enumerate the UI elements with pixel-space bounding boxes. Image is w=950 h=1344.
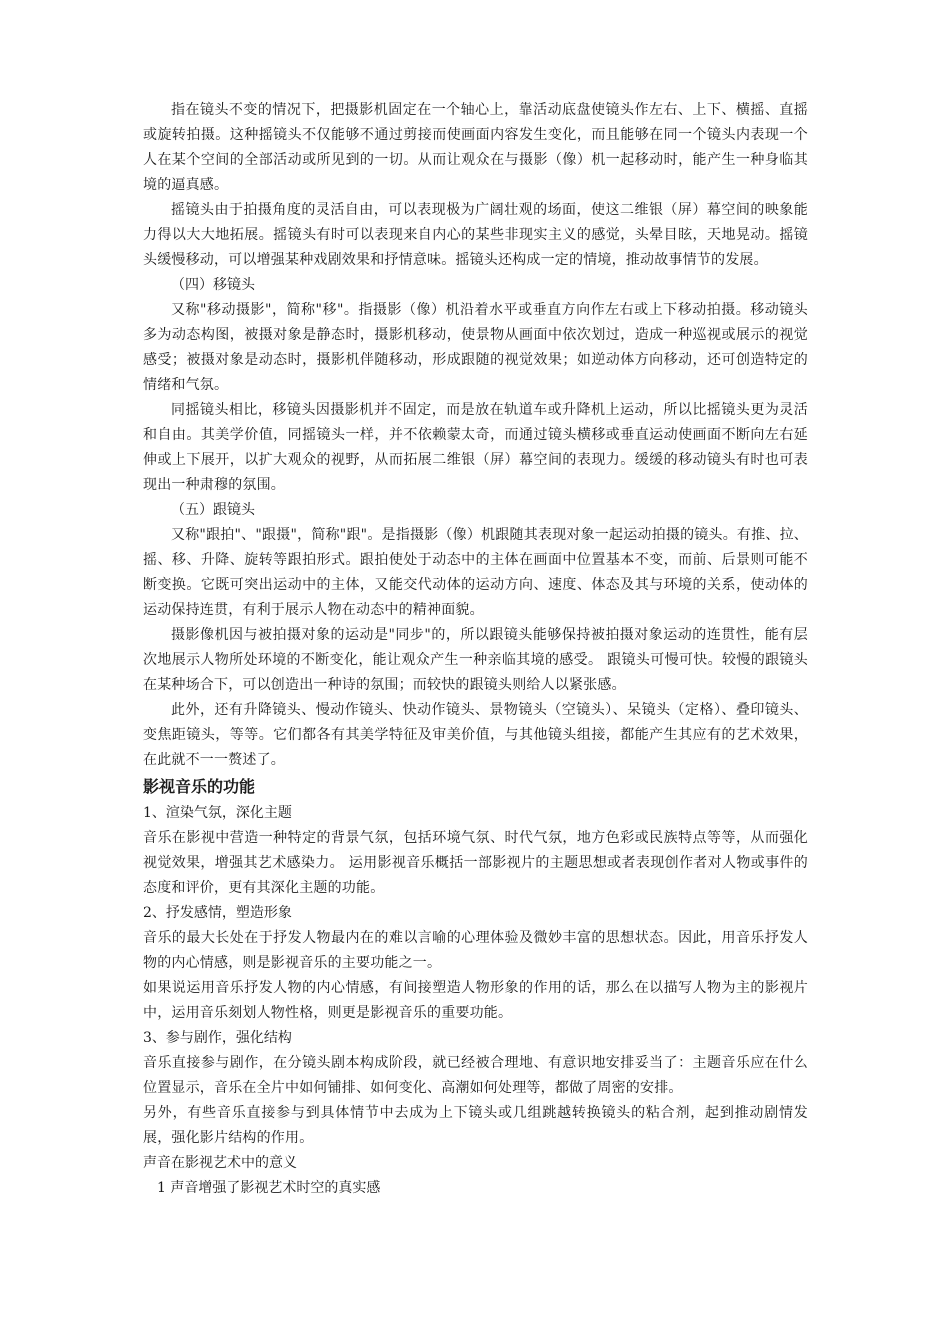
music-item2-title: 2、抒发感情，塑造形象: [143, 905, 292, 921]
paragraph-other-shots: 此外，还有升降镜头、慢动作镜头、快动作镜头、景物镜头（空镜头）、呆镜头（定格）、叠印镜头、变焦距镜头，等等。它们都各有其美学特征及审美价值，与其他镜头组接，都能产生其应有的艺术效果，在此就不一一赘述了。: [143, 702, 808, 768]
music-item2-text-b: 如果说运用音乐抒发人物的内心情感，有间接塑造人物形象的作用的话，那么在以描写人物为主的影视片中，运用音乐刻划人物性格，则更是影视音乐的重要功能。: [143, 980, 808, 1021]
paragraph-pan-definition: 指在镜头不变的情况下，把摄影机固定在一个轴心上，靠活动底盘使镜头作左右、上下、横摇、直摇或旋转拍摄。这种摇镜头不仅能够不通过剪接而使画面内容发生变化，而且能够在同一个镜头内表现一个人在某个空间的全部活动或所见到的一切。从而让观众在与摄影（像）机一起移动时，能产生一种身临其境的逼真感。: [143, 102, 808, 193]
music-item3-text-a: 音乐直接参与剧作，在分镜头剧本构成阶段，就已经被合理地、有意识地安排妥当了：主题音乐应在什么位置显示，音乐在全片中如何铺排、如何变化、高潮如何处理等，都做了周密的安排。: [143, 1055, 808, 1096]
music-item1-title: 1、渲染气氛，深化主题: [143, 805, 292, 821]
paragraph-pan-aesthetics: 摇镜头由于拍摄角度的灵活自由，可以表现极为广阔壮观的场面，使这二维银（屏）幕空间的映象能力得以大大地拓展。摇镜头有时可以表现来自内心的某些非现实主义的感觉，头晕目眩，天地晃动。摇镜头缓慢移动，可以增强某种戏剧效果和抒情意味。摇镜头还构成一定的情境，推动故事情节的发展。: [143, 202, 808, 268]
sound-section-title: 声音在影视艺术中的意义: [143, 1155, 297, 1171]
music-item2-text-a: 音乐的最大长处在于抒发人物最内在的难以言喻的心理体验及微妙丰富的思想状态。因此，用音乐抒发人物的内心情感，则是影视音乐的主要功能之一。: [143, 930, 808, 971]
section-title-move-shot: （四）移镜头: [171, 277, 255, 293]
heading-music-functions: 影视音乐的功能: [143, 777, 256, 796]
paragraph-follow-sync: 摄影像机因与被拍摄对象的运动是"同步"的，所以跟镜头能够保持被拍摄对象运动的连贯性，能有层次地展示人物所处环境的不断变化，能让观众产生一种亲临其境的感受。 跟镜头可慢可快。较慢的跟镜头在某种场合下，可以创造出一种诗的氛围；而较快的跟镜头则给人以紧张感。: [143, 627, 808, 693]
section-title-follow-shot: （五）跟镜头: [171, 502, 255, 518]
document-page: [143, 98, 808, 1201]
music-item3-title: 3、参与剧作，强化结构: [143, 1030, 292, 1046]
music-item1-text: 音乐在影视中营造一种特定的背景气氛，包括环境气氛、时代气氛，地方色彩或民族特点等等，从而强化视觉效果，增强其艺术感染力。 运用影视音乐概括一部影视片的主题思想或者表现创作者对人物或事件的态度和评价，更有其深化主题的功能。: [143, 830, 808, 896]
music-item3-text-b: 另外，有些音乐直接参与到具体情节中去成为上下镜头或几组跳越转换镜头的粘合剂，起到推动剧情发展，强化影片结构的作用。: [143, 1105, 808, 1146]
paragraph-move-definition: 又称"移动摄影"，简称"移"。指摄影（像）机沿着水平或垂直方向作左右或上下移动拍摄。移动镜头多为动态构图，被摄对象是静态时，摄影机移动，使景物从画面中依次划过，造成一种巡视或展示的视觉感受；被摄对象是动态时，摄影机伴随移动，形成跟随的视觉效果；如逆动体方向移动，还可创造特定的情绪和气氛。: [143, 302, 808, 393]
sound-item1: 1 声音增强了影视艺术时空的真实感: [157, 1180, 381, 1196]
paragraph-follow-definition: 又称"跟拍"、"跟摄"，简称"跟"。是指摄影（像）机跟随其表现对象一起运动拍摄的镜头。有推、拉、摇、移、升降、旋转等跟拍形式。跟拍使处于动态中的主体在画面中位置基本不变，而前、后景则可能不断变换。它既可突出运动中的主体，又能交代动体的运动方向、速度、体态及其与环境的关系，使动体的运动保持连贯，有利于展示人物在动态中的精神面貌。: [143, 527, 808, 618]
paragraph-move-comparison: 同摇镜头相比，移镜头因摄影机并不固定，而是放在轨道车或升降机上运动，所以比摇镜头更为灵活和自由。其美学价值，同摇镜头一样，并不依赖蒙太奇，而通过镜头横移或垂直运动使画面不断向左右延伸或上下展开，以扩大观众的视野，从而拓展二维银（屏）幕空间的表现力。缓缓的移动镜头有时也可表现出一种肃穆的氛围。: [143, 402, 808, 493]
